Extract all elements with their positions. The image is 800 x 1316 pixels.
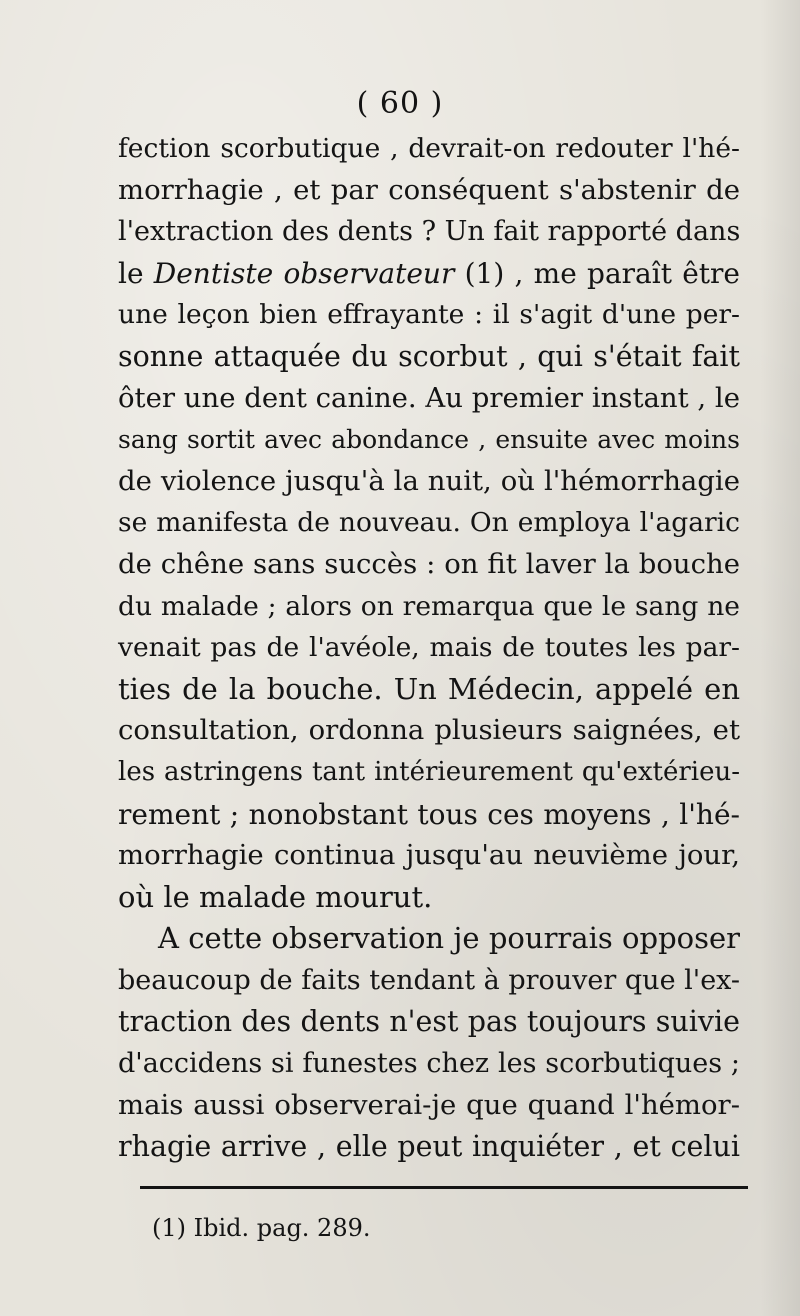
- text-line-9: de violence jusqu'à la nuit, où l'hémorrhagie: [118, 464, 740, 497]
- text-line-19: où le malade mourut.: [118, 879, 433, 914]
- text-line-10: se manifesta de nouveau. On employa l'agaric: [118, 507, 740, 539]
- text-line-4-start: le: [118, 256, 154, 290]
- text-line-11: de chêne sans succès : on fit laver la bouche: [118, 547, 740, 580]
- page-number: ( 60 ): [356, 86, 444, 121]
- text-line-21: beaucoup de faits tendant à prouver que l'ex-: [118, 964, 741, 996]
- footnote: (1) Ibid. pag. 289.: [152, 1214, 371, 1242]
- text-line-2: morrhagie , et par conséquent s'abstenir de: [118, 173, 740, 206]
- text-line-20: A cette observation je pourrais opposer: [158, 921, 740, 956]
- text-line-13: venait pas de l'avéole, mais de toutes les par-: [118, 632, 740, 664]
- text-line-7: ôter une dent canine. Au premier instant , le: [118, 381, 740, 414]
- text-line-6: sonne attaquée du scorbut , qui s'était fait: [118, 339, 740, 373]
- text-line-4: [118, 253, 740, 295]
- text-line-23: d'accidens si funestes chez les scorbutiques ;: [118, 1048, 740, 1080]
- text-line-8: sang sortit avec abondance , ensuite avec moins: [118, 425, 740, 455]
- text-line-22: traction des dents n'est pas toujours suivie: [118, 1005, 740, 1039]
- text-line-3: l'extraction des dents ? Un fait rapporté dans: [118, 216, 741, 248]
- text-line-12: du malade ; alors on remarqua que le sang ne: [118, 590, 740, 622]
- book-title-reference: Dentiste observateur: [153, 256, 455, 290]
- body-text: [118, 128, 740, 1168]
- footnote-divider: [140, 1186, 748, 1189]
- page-edge-shadow: [760, 0, 800, 1316]
- text-line-1: fection scorbutique , devrait-on redouter l'hé-: [118, 133, 740, 164]
- text-line-15: consultation, ordonna plusieurs saignées, et: [118, 714, 740, 747]
- text-line-24: mais aussi observerai-je que quand l'hémor-: [118, 1088, 740, 1121]
- text-line-4-end: (1) , me paraît être: [454, 256, 740, 290]
- text-line-17: rement ; nonobstant tous ces moyens , l'hé-: [118, 797, 740, 831]
- text-line-18: morrhagie continua jusqu'au neuvième jour,: [118, 839, 740, 872]
- text-line-16: les astringens tant intérieurement qu'extérieu-: [118, 756, 740, 787]
- text-line-14: ties de la bouche. Un Médecin, appelé en: [118, 671, 740, 706]
- text-line-5: une leçon bien effrayante : il s'agit d'une per-: [118, 299, 740, 331]
- text-line-25: rhagie arrive , elle peut inquiéter , et celui: [118, 1130, 740, 1164]
